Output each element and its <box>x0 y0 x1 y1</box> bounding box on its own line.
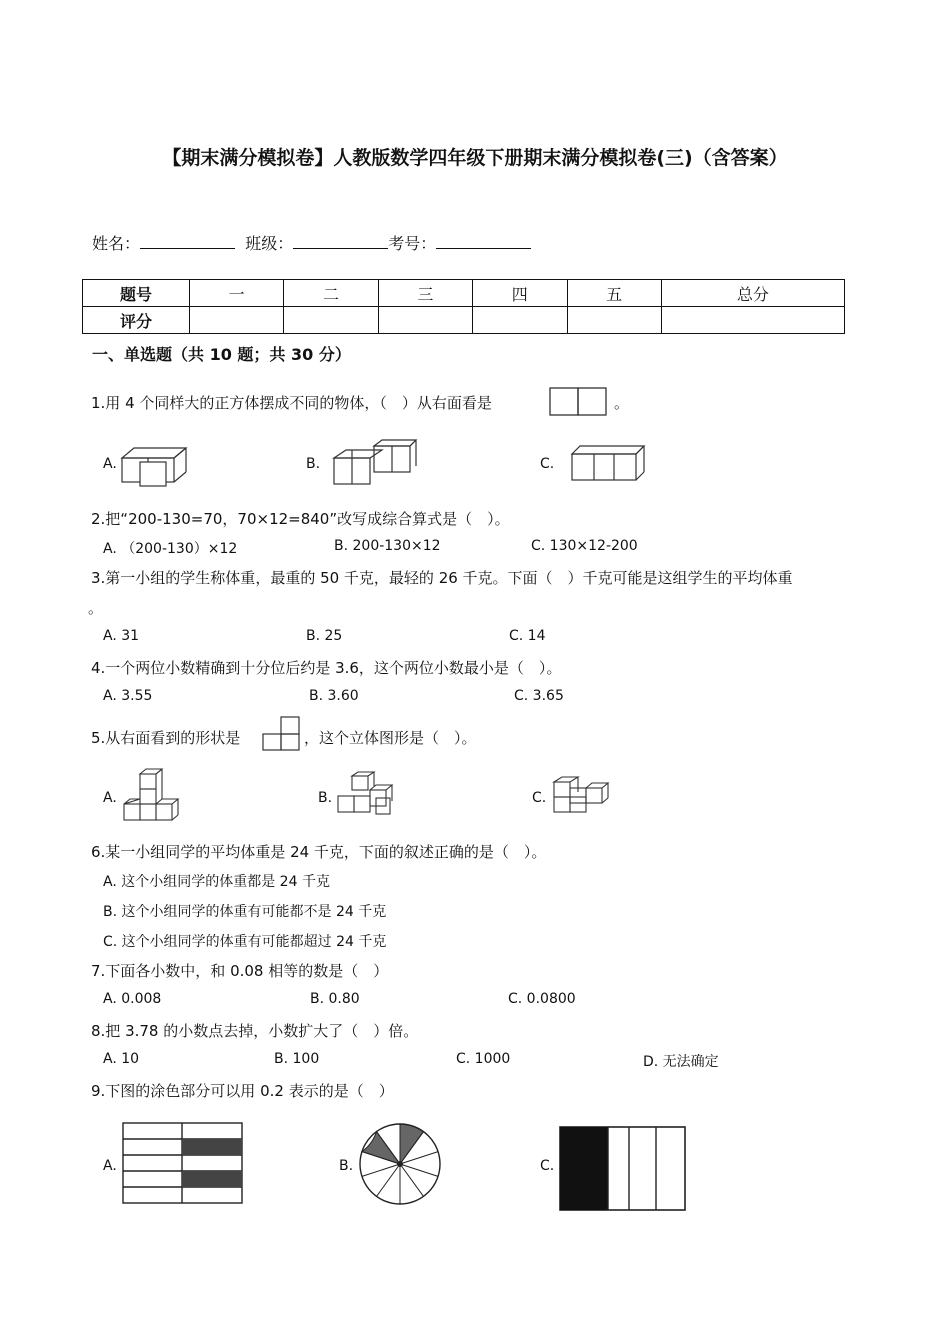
page-title: 【期末满分模拟卷】人教版数学四年级下册期末满分模拟卷(三)（含答案） <box>162 147 788 169</box>
cube-figure-c <box>570 444 650 484</box>
exam-number-label: 考号： <box>388 234 437 253</box>
striped-rectangle-figure <box>122 1122 244 1204</box>
option-a[interactable]: A. 10 <box>103 1051 140 1067</box>
exam-number-blank[interactable] <box>436 232 531 249</box>
pie-sector-figure <box>358 1122 442 1206</box>
cube-stack-figure-b <box>336 772 396 818</box>
score-entry-cell[interactable] <box>567 307 661 334</box>
option-a[interactable]: A. 3.55 <box>103 688 153 704</box>
option-c[interactable]: C. <box>540 1158 555 1174</box>
student-info-line <box>92 231 531 254</box>
question-stem-end: 。 <box>614 394 630 412</box>
option-c[interactable]: C. <box>540 456 555 472</box>
option-d[interactable]: D. 无法确定 <box>643 1054 719 1070</box>
score-table-score-row <box>83 307 845 334</box>
section-heading: 一、单选题（共 10 题；共 30 分） <box>92 345 351 364</box>
question-8: 8.把 3.78 的小数点去掉，小数扩大了（ ）倍。 <box>91 1022 419 1040</box>
option-b[interactable]: B. 3.60 <box>309 688 359 704</box>
name-label: 姓名： <box>92 234 141 253</box>
question-7: 7.下面各小数中，和 0.08 相等的数是（ ） <box>91 962 389 980</box>
option-c[interactable]: C. 这个小组同学的体重有可能都超过 24 千克 <box>103 934 387 950</box>
option-b[interactable]: B. <box>318 790 333 806</box>
option-b[interactable]: B. 200-130×12 <box>334 538 441 554</box>
score-table-cell: 一 <box>190 280 284 307</box>
score-entry-cell[interactable] <box>284 307 378 334</box>
score-table-cell: 四 <box>473 280 567 307</box>
score-table-cell: 二 <box>284 280 378 307</box>
cube-figure-b <box>332 438 418 486</box>
score-table-cell: 题号 <box>83 280 190 307</box>
option-c[interactable]: C. <box>532 790 547 806</box>
option-c[interactable]: C. 3.65 <box>514 688 564 704</box>
option-a[interactable]: A. 这个小组同学的体重都是 24 千克 <box>103 874 330 890</box>
option-b[interactable]: B. 这个小组同学的体重有可能都不是 24 千克 <box>103 904 387 920</box>
question-stem-end: ，这个立体图形是（ ）。 <box>304 729 477 747</box>
option-c[interactable]: C. 1000 <box>456 1051 511 1067</box>
question-stem: 1.用 4 个同样大的正方体摆成不同的物体，（ ）从右面看是 <box>91 394 492 412</box>
question-6: 6.某一小组同学的平均体重是 24 千克，下面的叙述正确的是（ ）。 <box>91 843 547 861</box>
option-b[interactable]: B. 25 <box>306 628 343 644</box>
question-9: 9.下图的涂色部分可以用 0.2 表示的是（ ） <box>91 1082 394 1100</box>
option-a[interactable]: A. 0.008 <box>103 991 162 1007</box>
score-entry-cell[interactable] <box>190 307 284 334</box>
question-stem-continuation: 。 <box>88 599 104 617</box>
option-c[interactable]: C. 0.0800 <box>508 991 576 1007</box>
cube-stack-figure-c <box>552 776 612 816</box>
option-b[interactable]: B. <box>306 456 321 472</box>
score-table <box>82 279 845 334</box>
class-label: 班级： <box>245 234 294 253</box>
score-table-cell: 五 <box>567 280 661 307</box>
score-table-header-row <box>83 280 845 307</box>
question-3: 3.第一小组的学生称体重，最重的 50 千克，最轻的 26 千克。下面（ ）千克可能是这组学生的平均体重 <box>91 569 793 587</box>
option-a[interactable]: A. <box>103 790 117 806</box>
option-a[interactable]: A. （200-130）×12 <box>103 541 238 557</box>
score-entry-cell[interactable] <box>661 307 844 334</box>
option-c[interactable]: C. 130×12-200 <box>531 538 638 554</box>
option-a[interactable]: A. 31 <box>103 628 140 644</box>
class-blank[interactable] <box>293 232 388 249</box>
score-table-cell: 评分 <box>83 307 190 334</box>
option-b[interactable]: B. 100 <box>274 1051 320 1067</box>
name-blank[interactable] <box>140 232 235 249</box>
option-b[interactable]: B. <box>339 1158 354 1174</box>
right-view-l-shape-figure <box>262 716 302 752</box>
cube-stack-figure-a <box>122 768 182 824</box>
option-a[interactable]: A. <box>103 456 117 472</box>
right-view-two-squares-figure <box>549 387 609 417</box>
question-1 <box>91 392 492 413</box>
score-table-cell: 三 <box>378 280 472 307</box>
score-entry-cell[interactable] <box>473 307 567 334</box>
cube-figure-a <box>120 442 192 488</box>
question-2: 2.把“200-130=70，70×12=840”改写成综合算式是（ ）。 <box>91 510 510 528</box>
question-5: 5.从右面看到的形状是 <box>91 729 241 747</box>
option-b[interactable]: B. 0.80 <box>310 991 360 1007</box>
question-4: 4.一个两位小数精确到十分位后约是 3.6，这个两位小数最小是（ ）。 <box>91 659 562 677</box>
option-c[interactable]: C. 14 <box>509 628 546 644</box>
score-table-cell: 总分 <box>661 280 844 307</box>
option-a[interactable]: A. <box>103 1158 117 1174</box>
score-entry-cell[interactable] <box>378 307 472 334</box>
shaded-rectangle-figure <box>559 1126 687 1212</box>
